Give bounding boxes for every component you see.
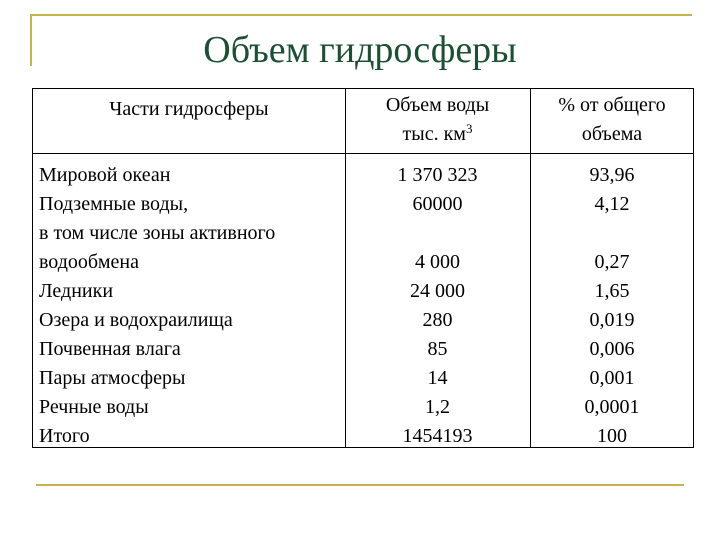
row-volume: 1 370 323 (397, 164, 478, 186)
header-percent-line1: % от общего (558, 94, 666, 116)
row-name: водообмена (39, 251, 139, 273)
row-percent: 4,12 (594, 193, 630, 215)
row-volume: 1454193 (402, 425, 473, 447)
row-name: Итого (39, 425, 90, 447)
header-volume-line2 (345, 120, 530, 149)
row-volume: 24 000 (410, 280, 465, 302)
percent-column (530, 161, 694, 451)
row-volume: 280 (422, 309, 453, 331)
volume-column (345, 161, 530, 451)
row-name: Мировой океан (39, 164, 171, 186)
row-percent: 0,0001 (584, 396, 640, 418)
row-name: в том числе зоны активного (39, 222, 276, 244)
top-decorative-rule (30, 14, 692, 16)
row-volume: 4 000 (415, 251, 460, 273)
row-volume: 60000 (412, 193, 463, 215)
header-volume-unit: тыс. км (402, 123, 466, 145)
header-parts-label: Части гидросферы (109, 98, 269, 120)
row-percent: 100 (597, 425, 627, 447)
hydrosphere-table (32, 88, 694, 448)
row-name: Почвенная влага (39, 338, 181, 360)
row-percent: 0,001 (589, 367, 635, 389)
header-divider (33, 153, 693, 154)
row-name: Пары атмосферы (39, 367, 186, 389)
bottom-decorative-rule (36, 484, 684, 486)
row-name: Речные воды (39, 396, 149, 418)
row-volume: 14 (427, 367, 448, 389)
page-title: Объем гидросферы (203, 29, 517, 71)
row-percent: 93,96 (589, 164, 635, 186)
row-percent: 1,65 (594, 280, 630, 302)
header-volume (345, 91, 530, 149)
parts-column (39, 161, 349, 451)
header-percent (530, 91, 694, 149)
row-volume: 1,2 (425, 396, 450, 418)
row-percent: 0,019 (589, 309, 635, 331)
header-volume-superscript: 3 (465, 121, 473, 136)
row-volume: 85 (427, 338, 448, 360)
header-percent-line2: объема (581, 123, 643, 145)
row-percent: 0,27 (594, 251, 630, 273)
row-volume (345, 219, 530, 248)
header-parts (33, 93, 345, 125)
row-percent (530, 219, 694, 248)
row-name: Ледники (39, 280, 114, 302)
header-volume-line1: Объем воды (385, 94, 490, 116)
row-percent: 0,006 (589, 338, 635, 360)
row-name: Озера и водохраилища (39, 309, 233, 331)
row-name: Подземные воды, (39, 193, 189, 215)
